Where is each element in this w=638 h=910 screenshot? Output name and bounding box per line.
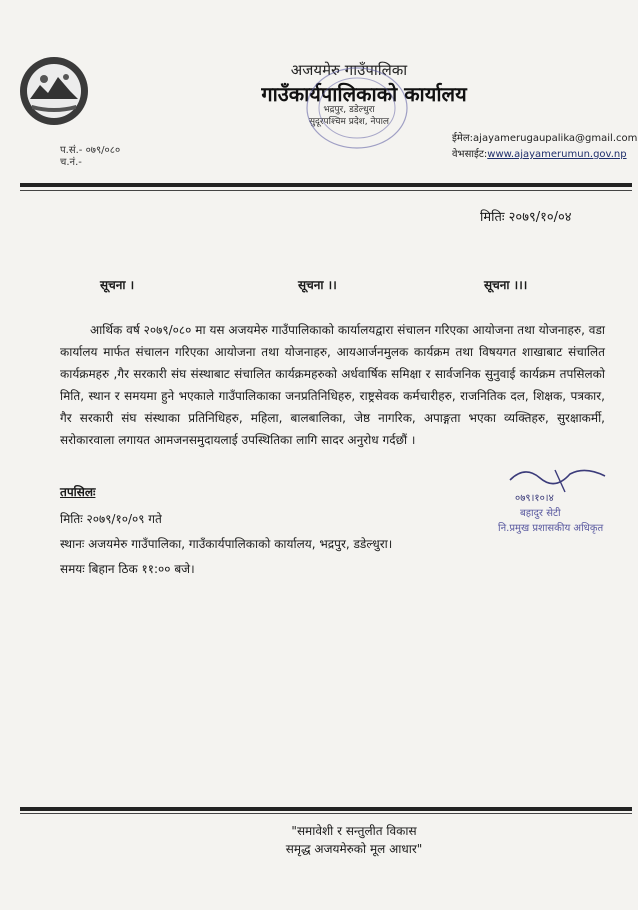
notice-body: आर्थिक वर्ष २०७९/०८० मा यस अजयमेरु गाउँपालिकाको कार्यालयद्वारा संचालन गरिएका आयोजना तथा योजनाहरु, वडा कार्यालय मार्फत संचालन गरिएका आयोजना तथा योजनाहरु, आयआर्जनमुलक कार्यक्रम तथा विषयगत शाखाबाट संचालित कार्यक्रमहरु ,गैर सरकारी संघ संस्थाबाट संचालित कार्यक्रमहरुको अर्धवार्षिक समिक्षा र सार्वजनिक सुनुवाई कार्यक्रम तपसिलको मिति, स्थान र समयमा हुने भएकाले गाउँपालिकाका जनप्रतिनिधिहरु, राष्ट्रसेवक कर्मचारीहरु, राजनितिक दल, शिक्षक, पत्रकार, गैर सरकारी संघ संस्थाका प्रतिनिधिहरु, महिला, बालबालिका, जेष्ठ नागरिक, अपाङ्गता भएका व्यक्तिहरु, सुरक्षाकर्मी, सरोकारवाला लगायत आमजनसमुदायलाई उपस्थितिका लागि सादर अनुरोध गर्दछौं । [60,323,605,447]
signature-date: ०७९।१०।४ [515,493,554,504]
office-stamp-icon [295,58,415,153]
notice-heading-left: सूचना । [100,278,135,292]
office-address: भद्रपुर, डडेल्धुरा सुदूरपश्चिम प्रदेश, नेपाल [308,105,390,127]
signatory-name: बहादुर सेटी [520,508,561,519]
header-divider [20,183,632,187]
notice-heading-right: सूचना ।।। [484,278,528,292]
reference-number: प.सं.- ०७९/०८० [60,145,121,156]
notice-heading-center: सूचना ।। [298,278,337,292]
details-place: स्थानः अजयमेरु गाउँपालिका, गाउँकार्यपालिकाको कार्यालय, भद्रपुर, डडेल्धुरा। [60,537,393,551]
municipality-name: अजयमेरु गाउँपालिका [290,61,408,79]
office-name: गाउँकार्यपालिकाको कार्यालय [261,82,467,106]
footer-slogan-line2: समृद्ध अजयमेरुको मूल आधार" [285,842,423,856]
details-heading: तपसिलः [60,485,96,499]
signatory-title: नि.प्रमुख प्रशासकीय अधिकृत [498,523,604,534]
email-line: ईमेल:ajayamerugaupalika@gmail.com [452,133,638,144]
footer-slogan-line1: "समावेशी र सन्तुलीत विकास [291,824,417,838]
details-time: समयः बिहान ठिक ११:०० बजे। [60,562,195,576]
website-line: वेभसाईट:www.ajayamerumun.gov.np [452,149,627,160]
dispatch-number: च.नं.- [60,157,82,168]
footer-divider [20,807,632,811]
header-divider-thin [20,190,632,191]
footer-divider-thin [20,813,632,814]
letter-date: मितिः २०७९/१०/०४ [480,210,572,225]
details-date: मितिः २०७९/१०/०९ गते [60,512,162,526]
